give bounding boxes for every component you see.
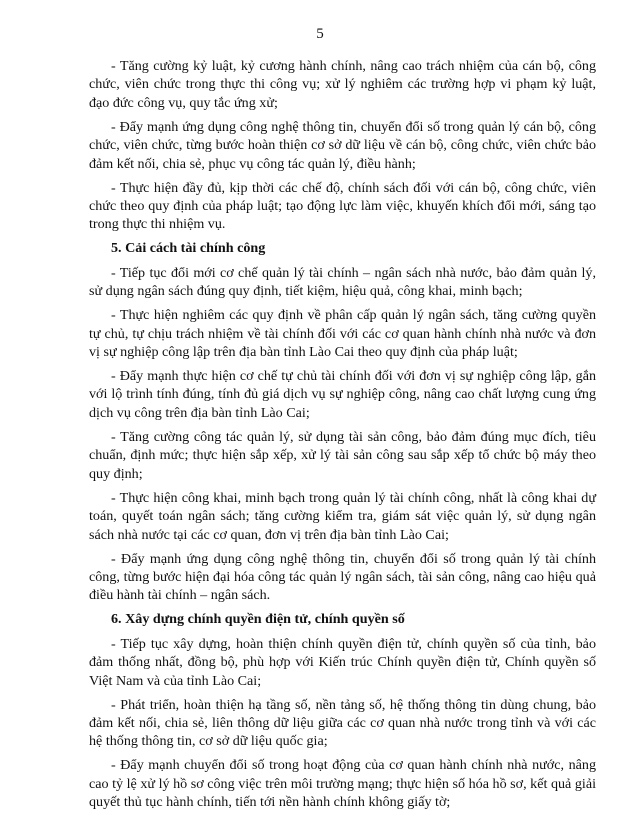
paragraph: - Tăng cường công tác quản lý, sử dụng tài sản công, bảo đảm đúng mục đích, tiêu chuẩn, định mức; thực hiện sắp xếp, xử lý tài sản công sau sắp xếp tổ chức bộ máy theo quy định; — [89, 428, 596, 482]
paragraph: - Phát triển, hoàn thiện hạ tầng số, nền tảng số, hệ thống thông tin dùng chung, bảo đảm kết nối, chia sẻ, liên thông dữ liệu giữa các cơ quan nhà nước trong tỉnh và với các hệ thống thông tin, cơ sở dữ liệu quốc gia; — [89, 696, 596, 750]
paragraph: - Thực hiện nghiêm các quy định về phân cấp quản lý ngân sách, tăng cường quyền tự chủ, tự chịu trách nhiệm về tài chính đối với các cơ quan hành chính nhà nước và đơn vị sự nghiệp công lập trên địa bàn tỉnh Lào Cai theo quy định của pháp luật; — [89, 307, 596, 361]
paragraph: - Đẩy mạnh ứng dụng công nghệ thông tin, chuyển đổi số trong quản lý cán bộ, công chức, viên chức, từng bước hoàn thiện cơ sở dữ liệu về cán bộ, công chức, viên chức bảo đảm kết nối, chia sẻ, phục vụ công tác quản lý, điều hành; — [89, 118, 596, 172]
section-heading-6: 6. Xây dựng chính quyền điện tử, chính quyền số — [111, 611, 405, 628]
paragraph: - Thực hiện đầy đủ, kịp thời các chế độ, chính sách đối với cán bộ, công chức, viên chức theo quy định của pháp luật; tạo động lực làm việc, khuyến khích đổi mới, sáng tạo trong thực thi nhiệm vụ. — [89, 179, 596, 233]
page-number: 5 — [316, 26, 324, 42]
document-body — [89, 57, 596, 817]
paragraph: - Tiếp tục đổi mới cơ chế quản lý tài chính – ngân sách nhà nước, bảo đảm quản lý, sử dụng ngân sách đúng quy định, tiết kiệm, hiệu quả, công khai, minh bạch; — [89, 264, 596, 300]
section-heading-5: 5. Cải cách tài chính công — [111, 240, 266, 257]
paragraph: - Đẩy mạnh thực hiện cơ chế tự chủ tài chính đối với đơn vị sự nghiệp công lập, gắn với lộ trình tính đúng, tính đủ giá dịch vụ sự nghiệp công, nâng cao chất lượng cung ứng dịch vụ công trên địa bàn tỉnh Lào Cai; — [89, 368, 596, 421]
paragraph: - Tăng cường kỷ luật, kỷ cương hành chính, nâng cao trách nhiệm của cán bộ, công chức, viên chức trong thực thi công vụ; xử lý nghiêm các trường hợp vi phạm kỷ luật, đạo đức công vụ, quy tắc ứng xử; — [89, 58, 596, 111]
paragraph: - Đẩy mạnh ứng dụng công nghệ thông tin, chuyển đổi số trong quản lý tài chính công, từng bước hiện đại hóa công tác quản lý ngân sách, tài sản công, nâng cao hiệu quả điều hành tài chính – ngân sách. — [89, 550, 596, 604]
paragraph: - Đẩy mạnh chuyển đổi số trong hoạt động của cơ quan hành chính nhà nước, nâng cao tỷ lệ xử lý hồ sơ công việc trên môi trường mạng; thực hiện số hóa hồ sơ, kết quả giải quyết thủ tục hành chính, tiến tới nền hành chính không giấy tờ; — [89, 757, 596, 811]
paragraph: - Thực hiện công khai, minh bạch trong quản lý tài chính công, nhất là công khai dự toán, quyết toán ngân sách; tăng cường kiểm tra, giám sát việc quản lý, sử dụng ngân sách nhà nước tại các cơ quan, đơn vị trên địa bàn tỉnh Lào Cai; — [89, 489, 596, 543]
paragraph: - Tiếp tục xây dựng, hoàn thiện chính quyền điện tử, chính quyền số của tỉnh, bảo đảm thống nhất, đồng bộ, phù hợp với Kiến trúc Chính quyền điện tử, Chính quyền số Việt Nam và của tỉnh Lào Cai; — [89, 635, 596, 689]
